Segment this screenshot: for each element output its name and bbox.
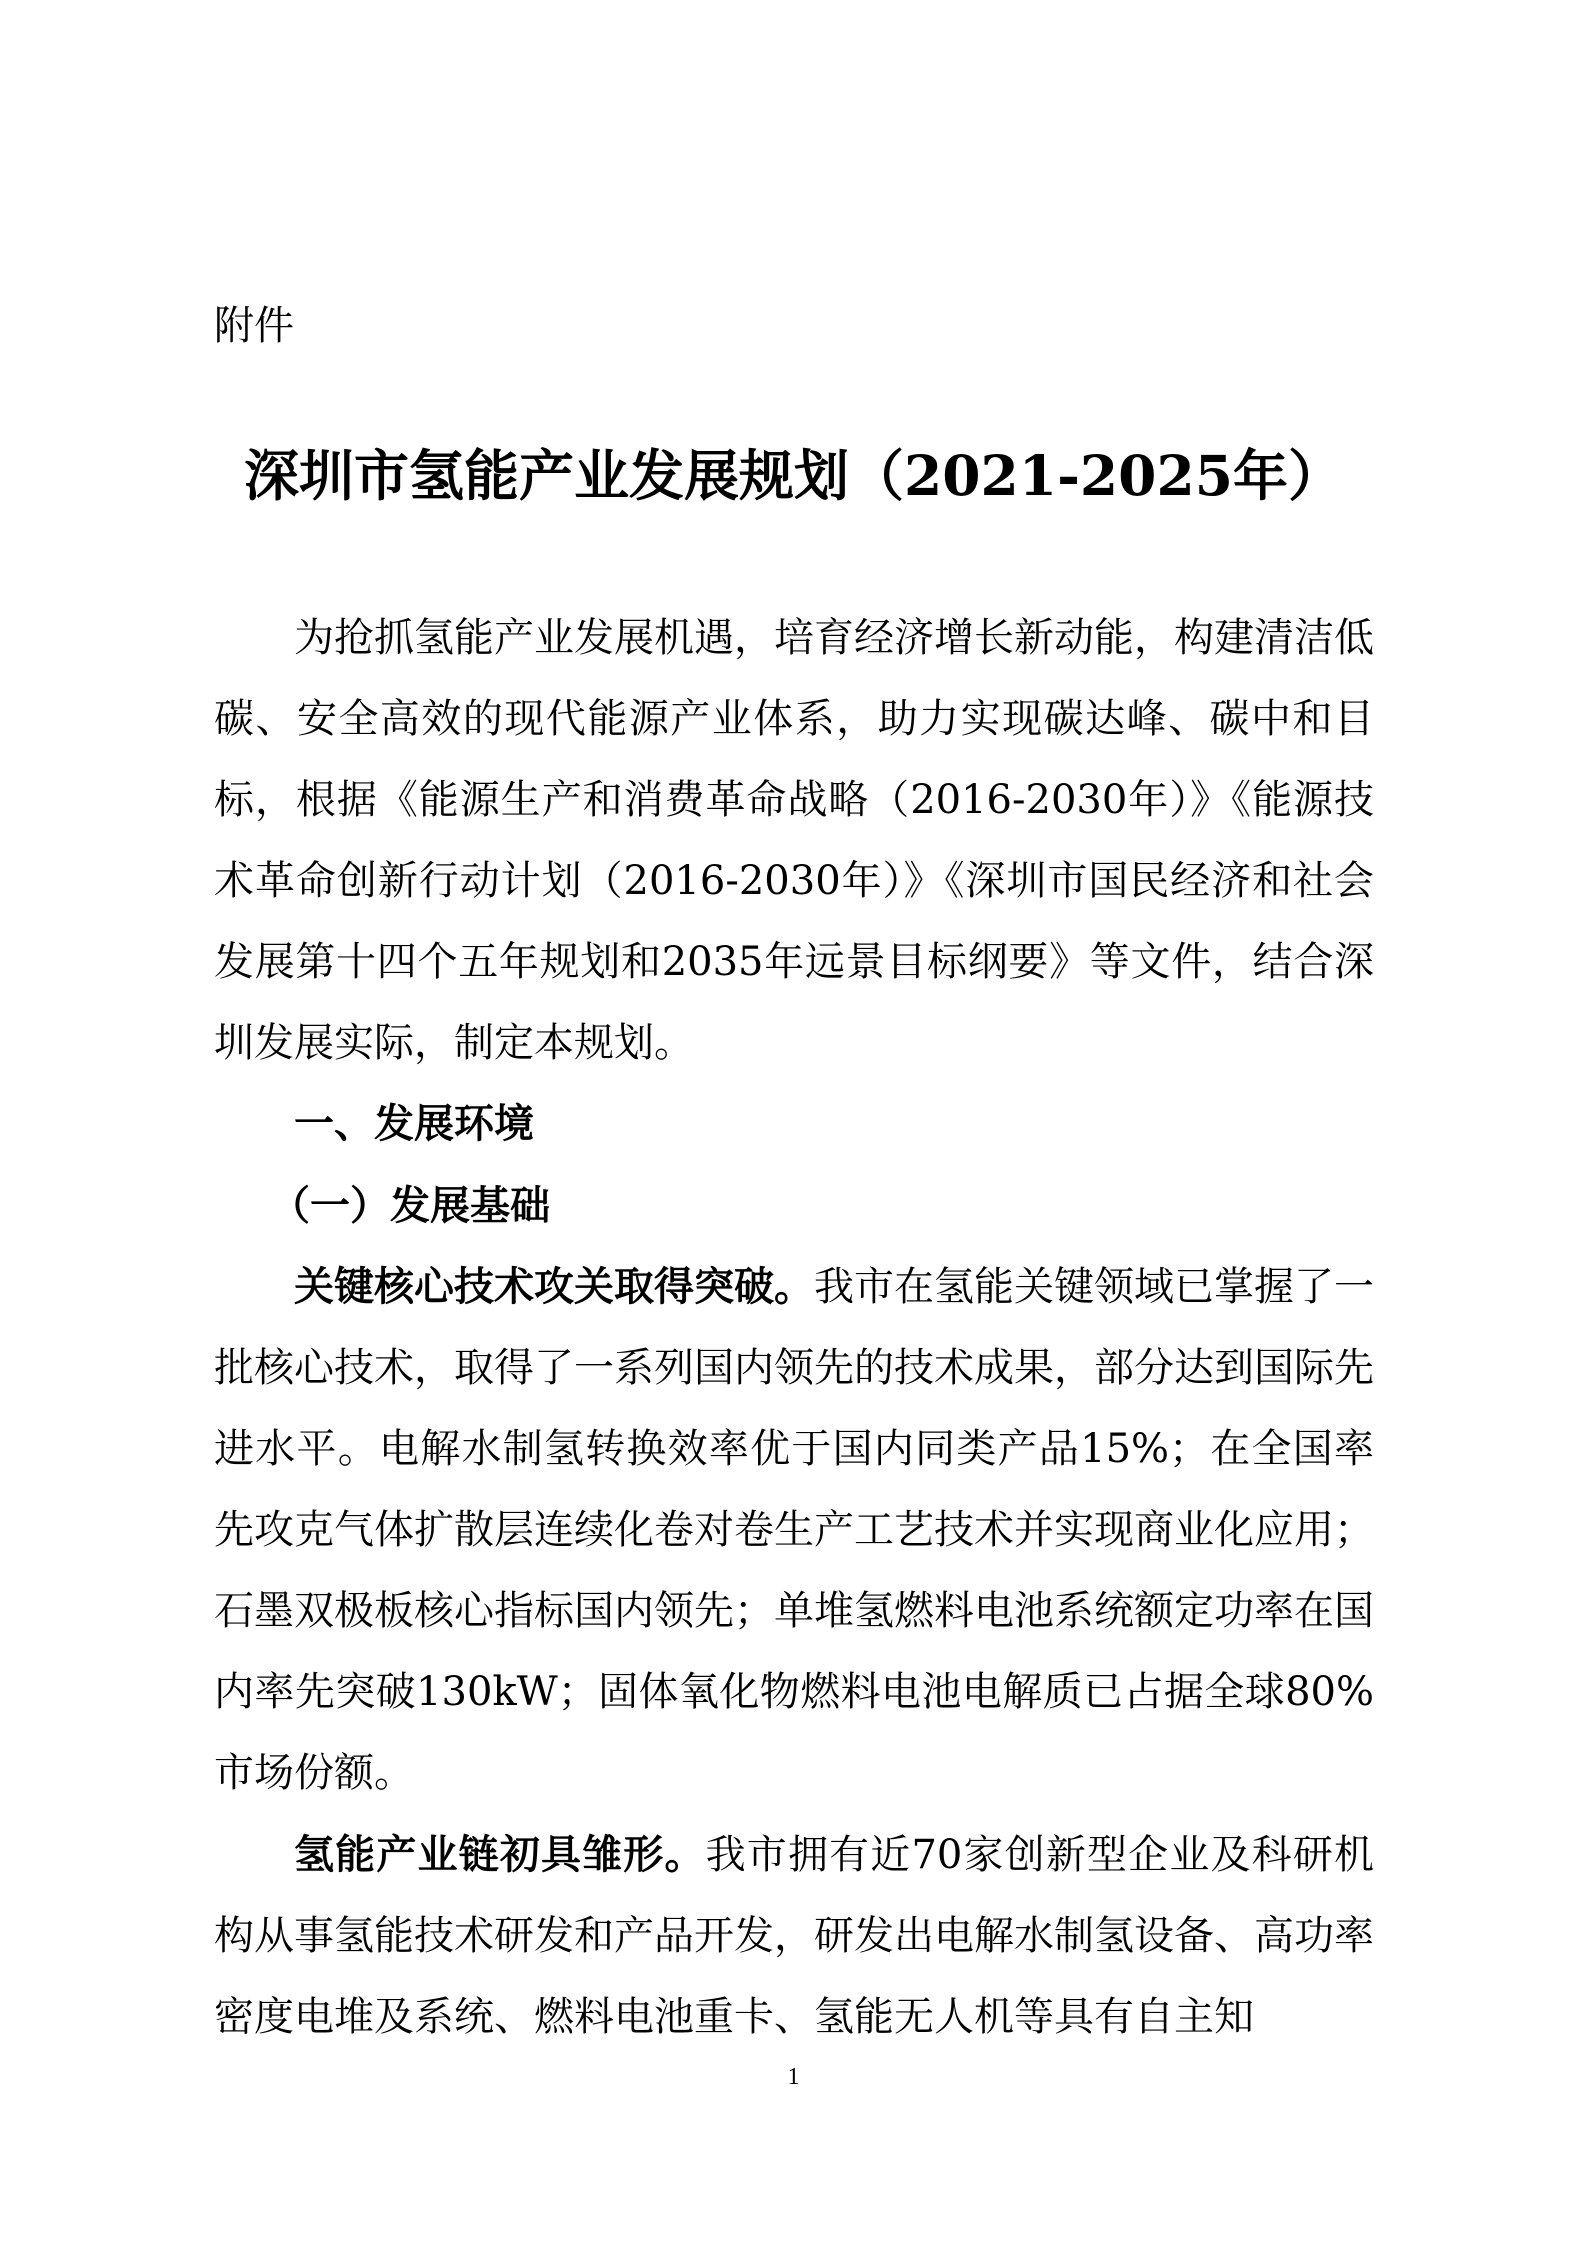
paragraph-lead-core-technology: 关键核心技术攻关取得突破。 — [294, 1263, 814, 1310]
subsection-heading-development-foundation: （一）发展基础 — [270, 1182, 550, 1229]
intro-paragraph: 为抢抓氢能产业发展机遇，培育经济增长新动能，构建清洁低碳、安全高效的现代能源产业体系，助力实现碳达峰、碳中和目标，根据《能源生产和消费革命战略（2016-2030年）》《能源技术革命创新行动计划（2016-2030年）》《深圳市国民经济和社会发展第十四个五年规划和2035年远景目标纲要》等文件，结合深圳发展实际，制定本规划。 — [214, 615, 1374, 1066]
annex-label: 附件 — [214, 303, 294, 349]
paragraph-core-technology — [214, 1246, 1374, 1814]
paragraph-text-industry-chain: 我市拥有近70家创新型企业及科研机构从事氢能技术研发和产品开发，研发出电解水制氢设备、高功率密度电堆及系统、燃料电池重卡、氢能无人机等具有自主知 — [214, 1832, 1374, 2040]
paragraph-industry-chain — [214, 1814, 1374, 2058]
page-number: 1 — [787, 2064, 800, 2090]
paragraph-text-core-technology: 我市在氢能关键领域已掌握了一批核心技术，取得了一系列国内领先的技术成果，部分达到国际先进水平。电解水制氢转换效率优于国内同类产品15%；在全国率先攻克气体扩散层连续化卷对卷生产工艺技术并实现商业化应用；石墨双极板核心指标国内领先；单堆氢燃料电池系统额定功率在国内率先突破130kW；固体氧化物燃料电池电解质已占据全球80%市场份额。 — [214, 1264, 1374, 1796]
paragraph-lead-industry-chain: 氢能产业链初具雏形。 — [294, 1831, 706, 1878]
section-heading-development-environment: 一、发展环境 — [294, 1101, 534, 1147]
document-body — [214, 598, 1374, 2058]
document-title: 深圳市氢能产业发展规划（2021-2025年） — [244, 443, 1343, 508]
